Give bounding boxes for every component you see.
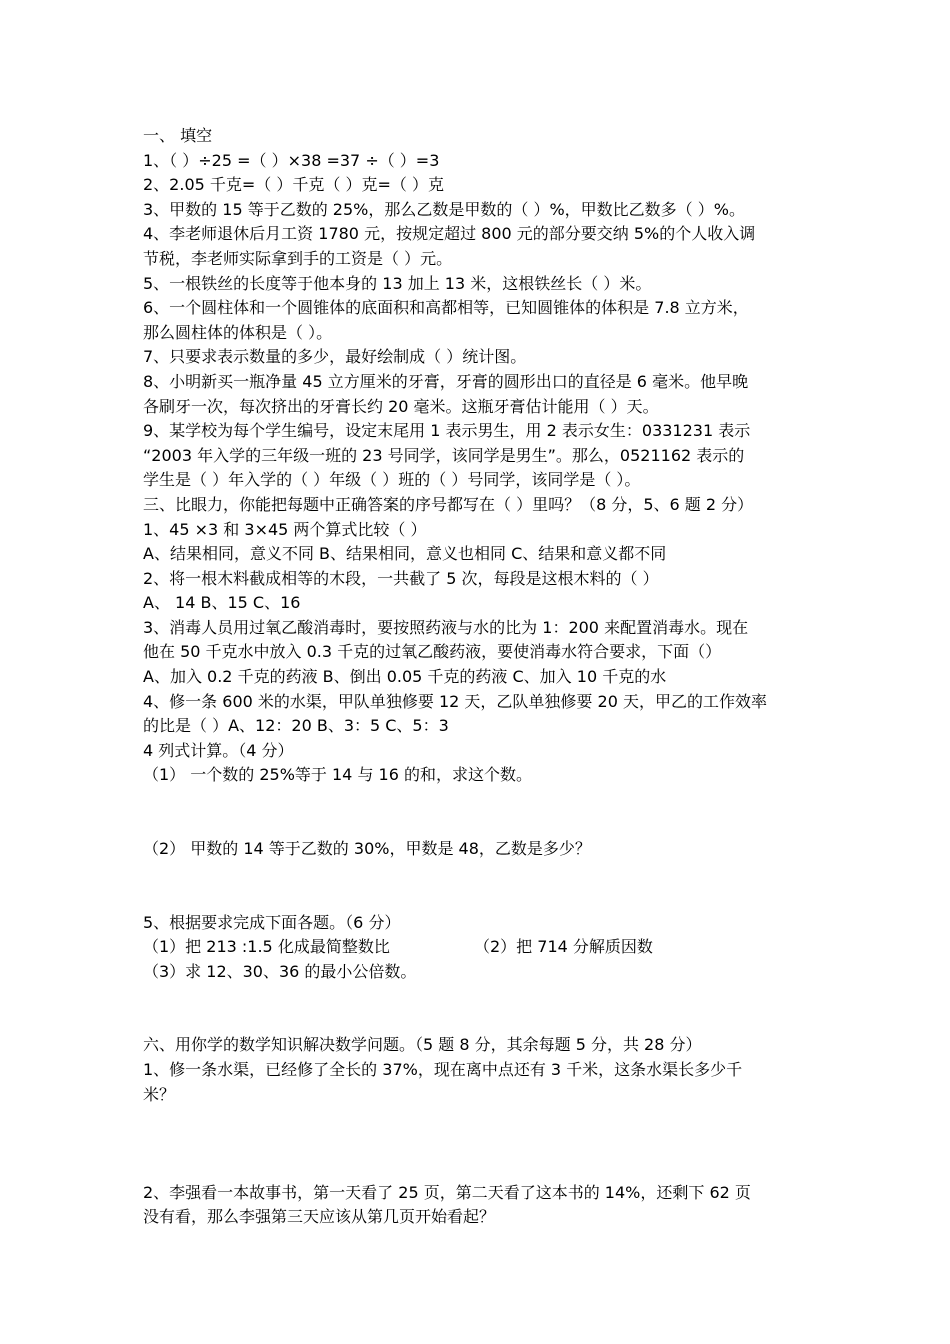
s1-line-14: 学生是（ ）年入学的（ ）年级（ ）班的（ ）号同学，该同学是（ ）。 (143, 470, 641, 490)
s5-question-1: （1）把 213 :1.5 化成最简整数比 (143, 937, 390, 957)
answer-space (143, 788, 813, 837)
s1-line-12: 9、某学校为每个学生编号，设定末尾用 1 表示男生，用 2 表示女生：0331231 表示 (143, 421, 751, 441)
s1-line-4: 4、李老师退休后月工资 1780 元，按规定超过 800 元的部分要交纳 5%的个人收入调 (143, 224, 756, 244)
s1-line-10: 8、小明新买一瓶净量 45 立方厘米的牙膏，牙膏的圆形出口的直径是 6 毫米。他早晚 (143, 371, 749, 391)
answer-space (143, 1156, 813, 1181)
s3-line-1: 三、比眼力，你能把每题中正确答案的序号都写在（ ）里吗？（8 分，5、6 题 2 分） (143, 494, 754, 514)
s4-question-2: （2） 甲数的 14 等于乙数的 30%，甲数是 48，乙数是多少？ (143, 839, 591, 859)
s6-q1-line-1: 1、修一条水渠，已经修了全长的 37%，现在离中点还有 3 千米，这条水渠长多少千 (143, 1060, 743, 1079)
s1-line-2: 2、2.05 千克=（ ）千克（ ）克=（ ）克 (143, 175, 444, 195)
s5-question-2: （2）把 714 分解质因数 (474, 937, 653, 957)
s3-line-7: 他在 50 千克水中放入 0.3 千克的过氧乙酸药液，要使消毒水符合要求，下面（） (143, 642, 722, 662)
s3-line-8: A、加入 0.2 千克的药液 B、倒出 0.05 千克的药液 C、加入 10 千克的水 (143, 667, 667, 687)
s6-q1-line-2: 米？ (143, 1084, 176, 1104)
s3-line-6: 3、消毒人员用过氧乙酸消毒时，要按照药液与水的比为 1：200 来配置消毒水。现在 (143, 617, 749, 637)
answer-space (143, 984, 813, 1033)
s1-line-7: 6、一个圆柱体和一个圆锥体的底面积和高都相等，已知圆锥体的体积是 7.8 立方米， (143, 298, 749, 318)
s1-line-1: 1、（ ）÷25 =（ ）×38 =37 ÷（ ）=3 (143, 150, 440, 170)
s1-line-8: 那么圆柱体的体积是（ ）。 (143, 322, 333, 342)
s3-line-10: 的比是（ ）A、12：20 B、3：5 C、5：3 (143, 716, 449, 736)
s3-line-2: 1、45 ×3 和 3×45 两个算式比较（ ） (143, 519, 427, 539)
s3-line-3: A、结果相同，意义不同 B、结果相同，意义也相同 C、结果和意义都不同 (143, 544, 667, 564)
s1-line-6: 5、一根铁丝的长度等于他本身的 13 加上 13 米，这根铁丝长（ ）米。 (143, 273, 652, 293)
s6-q2-line-1: 2、李强看一本故事书，第一天看了 25 页，第二天看了这本书的 14%，还剩下 62 页 (143, 1182, 751, 1202)
section-4-title: 4 列式计算。（4 分） (143, 740, 294, 760)
s3-line-5: A、 14 B、15 C、16 (143, 593, 301, 613)
section-1-title: 一、 填空 (143, 126, 213, 145)
worksheet-page (143, 124, 813, 1230)
section-6-title: 六、用你学的数学知识解决数学问题。（5 题 8 分，其余每题 5 分，共 28 分） (143, 1035, 702, 1055)
s1-line-3: 3、甲数的 15 等于乙数的 25%，那么乙数是甲数的（ ）%，甲数比乙数多（ ）%。 (143, 199, 745, 219)
s3-line-9: 4、修一条 600 米的水渠，甲队单独修要 12 天，乙队单独修要 20 天，甲乙的工作效率 (143, 691, 767, 711)
s5-row-1 (143, 935, 813, 960)
s4-question-1: （1） 一个数的 25%等于 14 与 16 的和，求这个数。 (143, 765, 532, 785)
s1-line-11: 各刷牙一次，每次挤出的牙膏长约 20 毫米。这瓶牙膏估计能用（ ）天。 (143, 396, 659, 416)
s6-q2-line-2: 没有看，那么李强第三天应该从第几页开始看起？ (143, 1207, 496, 1227)
answer-space (143, 862, 813, 911)
s3-line-4: 2、将一根木料截成相等的木段，一共截了 5 次，每段是这根木料的（ ） (143, 568, 659, 588)
s1-line-9: 7、只要求表示数量的多少，最好绘制成（ ）统计图。 (143, 347, 527, 367)
answer-space (143, 1107, 813, 1156)
section-5-title: 5、根据要求完成下面各题。（6 分） (143, 912, 401, 932)
s5-question-3: （3）求 12、30、36 的最小公倍数。 (143, 961, 417, 981)
s1-line-5: 节税，李老师实际拿到手的工资是（ ）元。 (143, 248, 453, 268)
s1-line-13: “2003 年入学的三年级一班的 23 号同学，该同学是男生”。那么，0521162 表示的 (143, 445, 745, 465)
